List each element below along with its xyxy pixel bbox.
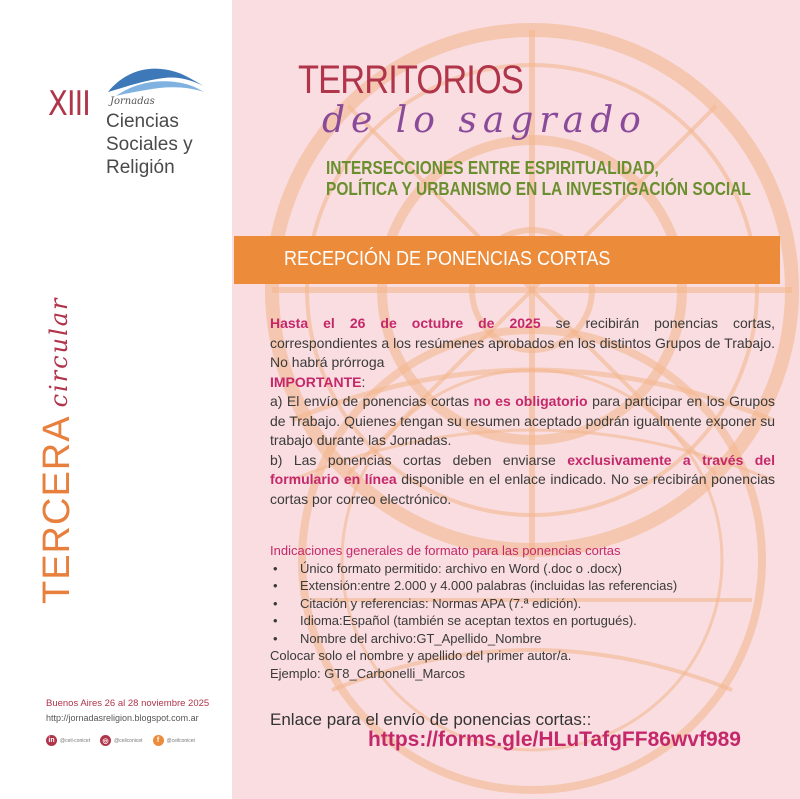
point-a-start: a) El envío de ponencias cortas [270, 393, 474, 409]
point-b-rest: disponible en el enlace indicado. No se recibirán ponencias cortas por correo electrónico. [270, 471, 775, 507]
social-linkedin[interactable] [46, 735, 90, 746]
event-dates: Buenos Aires 26 al 28 noviembre 2025 [46, 698, 210, 709]
banner-title: RECEPCIÓN DE PONENCIAS CORTAS [284, 248, 611, 270]
point-a-rest: para participar en los Grupos de Trabajo. Quienes tengan su resumen aceptado podrán igualmente exponer su trabajo durante las Jornadas. [270, 393, 775, 448]
deadline-highlight: Hasta el 26 de octubre de 2025 [270, 315, 541, 331]
social-label: @ceilconicet [166, 737, 195, 744]
format-example: Ejemplo: GT8_Carbonelli_Marcos [270, 665, 466, 681]
social-label: @ceilconicet [114, 737, 143, 744]
format-title: Indicaciones generales de formato para las ponencias cortas [270, 543, 621, 558]
social-facebook[interactable] [153, 735, 195, 746]
logo-jornadas-label: Jornadas [110, 96, 155, 107]
important-colon: : [361, 373, 366, 390]
important-label: IMPORTANTE [270, 373, 362, 390]
social-instagram[interactable] [100, 735, 142, 746]
format-note: Colocar solo el nombre y apellido del primer autor/a. [270, 648, 572, 663]
facebook-icon: f [153, 735, 164, 746]
format-item: • Único formato permitido: archivo en Word (.doc o .docx) [270, 560, 775, 578]
important-heading [270, 373, 775, 393]
subtitle-line-1: INTERSECCIONES ENTRE ESPIRITUALIDAD, [326, 158, 659, 178]
tercera-label: TERCERA [36, 415, 78, 604]
logo-roman-numeral: XIII [48, 84, 90, 124]
format-list [270, 560, 775, 648]
jornadas-logo [48, 62, 228, 192]
format-item: • Extensión:entre 2.000 y 4.000 palabras (incluidas las referencias) [270, 577, 775, 595]
logo-line-2: Sociales y [106, 134, 193, 155]
event-url-link[interactable]: http://jornadasreligion.blogspot.com.ar [46, 713, 199, 723]
left-column [0, 0, 232, 799]
point-b-start: b) Las ponencias cortas deben enviarse [270, 451, 568, 468]
vertical-title [36, 244, 116, 604]
format-item: • Citación y referencias: Normas APA (7.ª edición). [270, 595, 775, 613]
format-section [270, 542, 775, 682]
submission-form-link[interactable]: https://forms.gle/HLuTafgFF86wvf989 [368, 728, 741, 751]
format-item: • Idioma:Español (también se aceptan textos en portugués). [270, 612, 775, 630]
page-title-script: de lo sagrado [322, 100, 647, 141]
point-b [270, 451, 775, 510]
deadline-text: se recibirán ponencias cortas, correspondientes a los resúmenes aprobados en los distintos Grupos de Trabajo. No habrá prórroga [270, 315, 775, 370]
social-links [46, 735, 226, 746]
page-subtitle [326, 158, 751, 200]
logo-line-3: Religión [106, 157, 175, 178]
link-label: Enlace para el envío de ponencias cortas:: [270, 710, 592, 729]
section-banner [234, 236, 780, 284]
circular-label: circular [45, 296, 73, 408]
point-a-highlight: no es obligatorio [473, 393, 588, 409]
instagram-icon: ◎ [100, 735, 111, 746]
point-a [270, 392, 775, 451]
point-b-highlight: exclusivamente a través del formulario en línea [270, 451, 775, 487]
format-item: • Nombre del archivo:GT_Apellido_Nombre [270, 630, 775, 648]
social-label: @ceil-conicet [60, 737, 91, 744]
body-text [270, 314, 775, 509]
event-info [46, 698, 226, 746]
subtitle-line-2: POLÍTICA Y URBANISMO EN LA INVESTIGACIÓN SOCIAL [326, 179, 751, 199]
page-title: TERRITORIOS [298, 58, 523, 102]
logo-line-1: Ciencias [106, 111, 179, 132]
linkedin-icon: in [46, 735, 57, 746]
deadline-paragraph [270, 314, 775, 373]
